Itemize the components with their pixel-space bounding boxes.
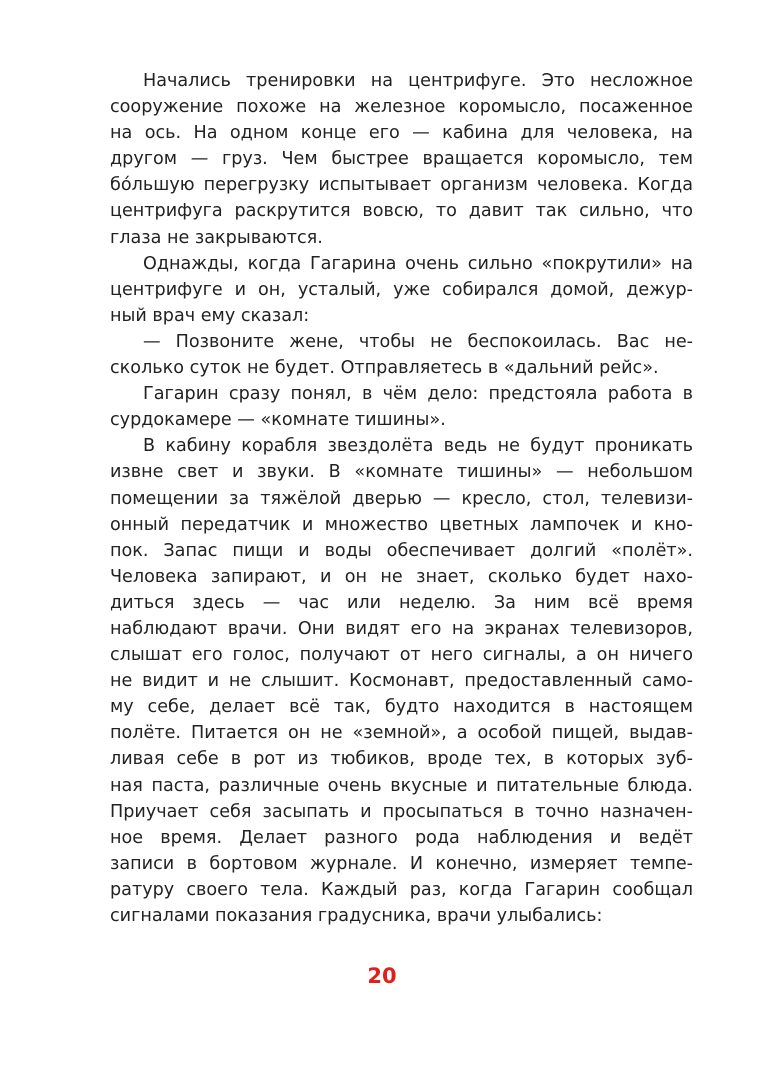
text-line: сигналами показания градусника, врачи улыбались:: [110, 906, 603, 926]
text-line: полёте. Питается он не «земной», а особой пищей, выдав-: [110, 723, 693, 744]
paragraph: [110, 251, 693, 329]
text-line: ливая себе в рот из тюбиков, вроде тех, в которых зуб-: [110, 749, 693, 770]
paragraph: [110, 433, 693, 929]
text-line: сурдокамере — «комнате тишины».: [110, 410, 446, 431]
text-line: В кабину корабля звездолёта ведь не будут проникать: [143, 436, 693, 457]
text-line: центрифуге и он, усталый, уже собирался домой, дежур-: [110, 279, 693, 300]
text-line: извне свет и звуки. В «комнате тишины» — небольшом: [110, 462, 693, 483]
text-line: ратуру своего тела. Каждый раз, когда Гагарин сообщал: [110, 879, 693, 900]
text-line: ная паста, различные очень вкусные и питательные блюда.: [110, 775, 693, 796]
text-line: не видит и не слышит. Космонавт, предоставленный само-: [110, 671, 693, 692]
text-line: ный врач ему сказал:: [110, 305, 310, 326]
text-line: му себе, делает всё так, будто находится в настоящем: [110, 697, 693, 718]
body-text: [110, 68, 693, 929]
paragraph: [110, 381, 693, 433]
text-line: ное время. Делает разного рода наблюдения и ведёт: [110, 827, 693, 848]
paragraph: [110, 68, 693, 251]
text-line: Однажды, когда Гагарина очень сильно «покрутили» на: [143, 253, 693, 274]
text-line: глаза не закрываются.: [110, 227, 323, 248]
text-line: на ось. На одном конце его — кабина для человека, на: [110, 123, 693, 144]
text-line: бóльшую перегрузку испытывает организм человека. Когда: [110, 175, 693, 196]
text-line: записи в бортовом журнале. И конечно, измеряет темпе-: [110, 853, 693, 874]
text-line: Начались тренировки на центрифуге. Это несложное: [143, 71, 693, 91]
text-line: — Позвоните жене, чтобы не беспокоилась. Вас не-: [143, 331, 693, 352]
text-line: слышат его голос, получают от него сигналы, а он ничего: [110, 645, 693, 666]
text-line: помещении за тяжёлой дверью — кресло, стол, телевизи-: [110, 488, 693, 509]
text-line: онный передатчик и множество цветных лампочек и кно-: [110, 514, 693, 535]
text-line: центрифуга раскрутится вовсю, то давит так сильно, что: [110, 201, 693, 222]
paragraph: [110, 329, 693, 381]
text-line: диться здесь — час или неделю. За ним всё время: [110, 592, 693, 613]
text-line: Гагарин сразу понял, в чём дело: предстояла работа в: [143, 384, 693, 405]
text-line: сооружение похоже на железное коромысло, посаженное: [110, 97, 693, 118]
text-line: Человека запирают, и он не знает, сколько будет нахо-: [110, 566, 693, 587]
text-line: сколько суток не будет. Отправляетесь в «дальний рейс».: [110, 358, 659, 379]
text-line: другом — груз. Чем быстрее вращается коромысло, тем: [110, 149, 693, 170]
text-line: пок. Запас пищи и воды обеспечивает долгий «полёт».: [110, 540, 693, 561]
page-number: 20: [367, 964, 397, 988]
text-line: наблюдают врачи. Они видят его на экранах телевизоров,: [110, 618, 693, 639]
text-line: Приучает себя засыпать и просыпаться в точно назначен-: [110, 801, 693, 822]
